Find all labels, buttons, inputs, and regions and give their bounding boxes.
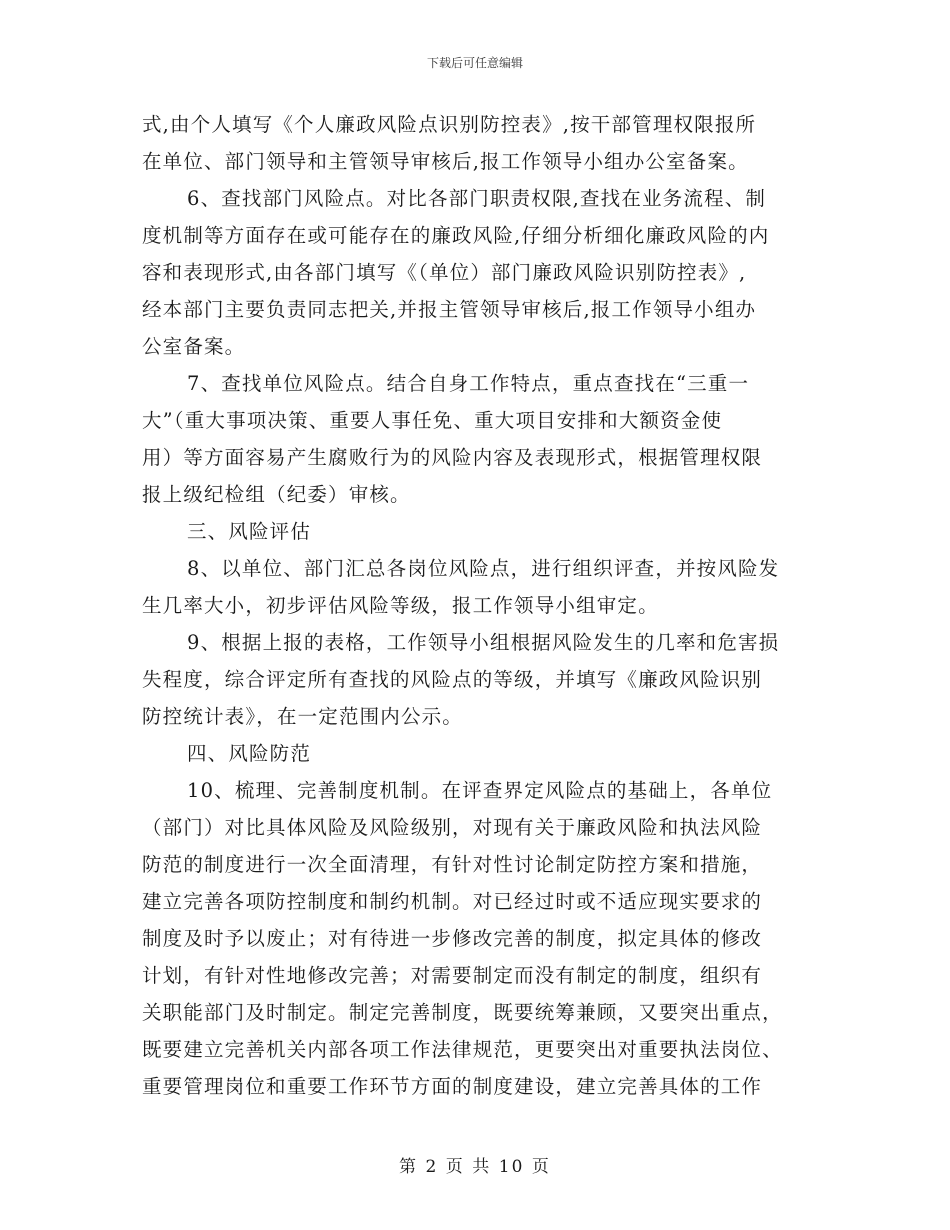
text-line: 失程度，综合评定所有查找的风险点的等级，并填写《廉政风险识别: [142, 668, 763, 691]
text-line: 重要管理岗位和重要工作环节方面的制度建设，建立完善具体的工作: [142, 1075, 763, 1098]
text-line: 防范的制度进行一次全面清理，有针对性讨论制定防控方案和措施，: [142, 853, 763, 876]
text-line: 公室备案。: [142, 335, 246, 358]
text-line: 报上级纪检组（纪委）审核。: [142, 483, 411, 506]
text-line: 度机制等方面存在或可能存在的廉政风险,仔细分析细化廉政风险的内: [142, 224, 770, 247]
text-line: 7、查找单位风险点。结合自身工作特点，重点查找在“三重一: [187, 372, 750, 395]
text-line: 制度及时予以废止；对有待进一步修改完善的制度，拟定具体的修改: [142, 927, 763, 950]
text-line: 生几率大小，初步评估风险等级，报工作领导小组审定。: [142, 594, 659, 617]
text-line: 式,由个人填写《个人廉政风险点识别防控表》,按干部管理权限报所: [142, 113, 757, 136]
text-line: 9、根据上报的表格，工作领导小组根据风险发生的几率和危害损: [187, 631, 780, 654]
text-line: 容和表现形式,由各部门填写《（单位）部门廉政风险识别防控表》,: [142, 261, 747, 284]
text-line: 经本部门主要负责同志把关,并报主管领导审核后,报工作领导小组办: [142, 298, 757, 321]
text-line: 10、梳理、完善制度机制。在评查界定风险点的基础上，各单位: [187, 779, 773, 802]
text-line: 既要建立完善机关内部各项工作法律规范，更要突出对重要执法岗位、: [142, 1038, 783, 1061]
text-line: 在单位、部门领导和主管领导审核后,报工作领导小组办公室备案。: [142, 150, 749, 173]
text-line: 大”（重大事项决策、重要人事任免、重大项目安排和大额资金使: [142, 409, 723, 432]
text-line: 关职能部门及时制定。制定完善制度，既要统筹兼顾，又要突出重点，: [142, 1001, 783, 1024]
text-line: （部门）对比具体风险及风险级别，对现有关于廉政风险和执法风险: [142, 816, 763, 839]
text-line: 计划，有针对性地修改完善；对需要制定而没有制定的制度，组织有: [142, 964, 763, 987]
page-footer: 第 2 页 共 10 页: [399, 1157, 551, 1177]
text-line: 6、查找部门风险点。对比各部门职责权限,查找在业务流程、制: [187, 187, 767, 210]
page-header: 下载后可任意编辑: [426, 56, 523, 70]
document-body: [142, 106, 812, 1105]
text-line: 三、风险评估: [187, 520, 312, 543]
text-line: 建立完善各项防控制度和制约机制。对已经过时或不适应现实要求的: [142, 890, 763, 913]
text-line: 8、以单位、部门汇总各岗位风险点，进行组织评查，并按风险发: [187, 557, 780, 580]
text-line: 用）等方面容易产生腐败行为的风险内容及表现形式，根据管理权限: [142, 446, 763, 469]
text-line: 四、风险防范: [187, 742, 312, 765]
text-line: 防控统计表》，在一定范围内公示。: [142, 705, 463, 728]
